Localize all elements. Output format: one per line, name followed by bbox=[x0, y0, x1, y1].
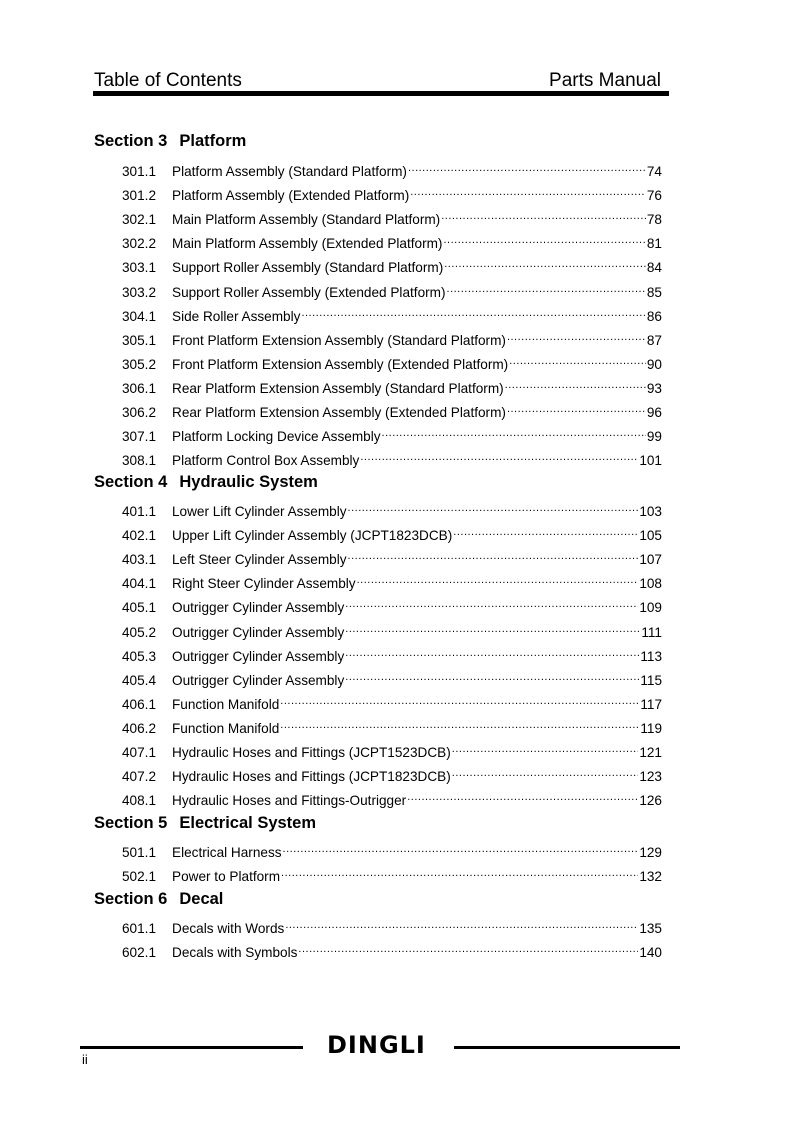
entry-number: 406.2 bbox=[122, 720, 157, 736]
toc-entry[interactable] bbox=[122, 789, 662, 807]
toc-entry[interactable] bbox=[122, 256, 662, 274]
entry-page: 85 bbox=[646, 284, 662, 300]
dot-leader bbox=[345, 596, 638, 612]
header-title: Table of Contents bbox=[94, 70, 242, 91]
dot-leader bbox=[452, 765, 639, 781]
entry-title: Platform Assembly (Standard Platform) bbox=[172, 164, 407, 179]
entry-number: 402.1 bbox=[122, 528, 157, 544]
dot-leader bbox=[345, 621, 640, 637]
section-title: Platform bbox=[179, 132, 247, 150]
entry-title: Decals with Symbols bbox=[172, 945, 298, 961]
section-heading bbox=[94, 890, 223, 909]
entry-page: 105 bbox=[639, 528, 662, 544]
toc-entry[interactable] bbox=[122, 596, 662, 614]
entry-page: 140 bbox=[639, 945, 662, 961]
entry-number: 405.4 bbox=[122, 672, 157, 688]
entry-title: Function Manifold bbox=[172, 696, 280, 712]
section-label: Section 6 bbox=[94, 890, 168, 908]
toc-entry[interactable] bbox=[122, 941, 662, 959]
entry-title: Side Roller Assembly bbox=[172, 308, 301, 324]
toc-entry[interactable] bbox=[122, 353, 662, 371]
toc-entry[interactable] bbox=[122, 184, 662, 202]
entry-number: 405.3 bbox=[122, 648, 157, 664]
entry-number: 403.1 bbox=[122, 552, 157, 568]
entry-number: 401.1 bbox=[122, 504, 157, 519]
entry-title: Support Roller Assembly (Extended Platform) bbox=[172, 284, 446, 300]
toc-entry[interactable] bbox=[122, 548, 662, 566]
dot-leader bbox=[345, 669, 639, 685]
toc-entry[interactable] bbox=[122, 524, 662, 542]
dot-leader bbox=[348, 548, 639, 564]
entry-title: Front Platform Extension Assembly (Standard Platform) bbox=[172, 332, 506, 348]
entry-number: 306.1 bbox=[122, 380, 157, 396]
entry-title: Hydraulic Hoses and Fittings (JCPT1823DCB) bbox=[172, 769, 451, 785]
toc-entry[interactable] bbox=[122, 305, 662, 323]
entry-page: 96 bbox=[646, 405, 662, 420]
entry-title: Decals with Words bbox=[172, 921, 285, 936]
entry-title: Upper Lift Cylinder Assembly (JCPT1823DCB) bbox=[172, 528, 453, 544]
dot-leader bbox=[283, 841, 639, 857]
dot-leader bbox=[444, 256, 646, 272]
dot-leader bbox=[452, 741, 639, 757]
entry-number: 305.2 bbox=[122, 356, 157, 372]
toc-entry[interactable] bbox=[122, 232, 662, 250]
entry-number: 308.1 bbox=[122, 453, 157, 469]
dot-leader bbox=[447, 281, 646, 297]
section-heading bbox=[94, 814, 316, 833]
dot-leader bbox=[509, 353, 646, 369]
toc-entry[interactable] bbox=[122, 449, 662, 467]
dot-leader bbox=[280, 717, 639, 733]
entry-title: Rear Platform Extension Assembly (Extended Platform) bbox=[172, 405, 506, 420]
entry-number: 304.1 bbox=[122, 308, 157, 324]
dot-leader bbox=[382, 425, 646, 441]
entry-page: 115 bbox=[640, 672, 662, 688]
entry-page: 101 bbox=[639, 453, 662, 469]
entry-page: 109 bbox=[639, 600, 662, 616]
entry-number: 501.1 bbox=[122, 845, 157, 860]
page-number: ii bbox=[82, 1052, 88, 1067]
entry-title: Support Roller Assembly (Standard Platform) bbox=[172, 260, 444, 276]
entry-title: Outrigger Cylinder Assembly bbox=[172, 624, 345, 640]
entry-page: 74 bbox=[646, 164, 662, 179]
entry-page: 129 bbox=[639, 845, 662, 860]
entry-title: Electrical Harness bbox=[172, 845, 282, 860]
dot-leader bbox=[357, 572, 639, 588]
entry-title: Lower Lift Cylinder Assembly bbox=[172, 504, 347, 519]
entry-number: 303.2 bbox=[122, 284, 157, 300]
entry-number: 301.2 bbox=[122, 188, 157, 204]
entry-page: 119 bbox=[640, 720, 662, 736]
dot-leader bbox=[407, 789, 638, 805]
entry-number: 306.2 bbox=[122, 405, 157, 420]
entry-number: 302.1 bbox=[122, 212, 157, 228]
dot-leader bbox=[505, 377, 646, 393]
entry-page: 93 bbox=[646, 380, 662, 396]
dot-leader bbox=[348, 500, 639, 516]
toc-entry[interactable] bbox=[122, 741, 662, 759]
toc-entry[interactable] bbox=[122, 377, 662, 395]
entry-title: Power to Platform bbox=[172, 869, 281, 885]
entry-title: Platform Locking Device Assembly bbox=[172, 429, 381, 445]
dot-leader bbox=[301, 305, 645, 321]
page-header bbox=[93, 69, 669, 97]
section-title: Electrical System bbox=[179, 814, 317, 832]
toc-entry[interactable] bbox=[122, 621, 662, 639]
entry-page: 117 bbox=[640, 696, 662, 712]
toc-entry[interactable] bbox=[122, 865, 662, 883]
toc-entry[interactable] bbox=[122, 500, 662, 518]
entry-page: 132 bbox=[639, 869, 662, 885]
toc-entry[interactable] bbox=[122, 208, 662, 226]
toc-entry[interactable] bbox=[122, 669, 662, 687]
entry-number: 407.2 bbox=[122, 769, 157, 785]
entry-number: 408.1 bbox=[122, 793, 157, 809]
entry-page: 107 bbox=[639, 552, 662, 568]
section-label: Section 4 bbox=[94, 473, 168, 491]
entry-title: Platform Control Box Assembly bbox=[172, 453, 360, 469]
entry-title: Hydraulic Hoses and Fittings-Outrigger bbox=[172, 793, 407, 809]
dingli-logo: DINGLI bbox=[327, 1031, 426, 1059]
entry-title: Outrigger Cylinder Assembly bbox=[172, 672, 345, 688]
toc-entry[interactable] bbox=[122, 281, 662, 299]
entry-title: Front Platform Extension Assembly (Extended Platform) bbox=[172, 356, 509, 372]
entry-title: Main Platform Assembly (Standard Platform) bbox=[172, 212, 441, 228]
dot-leader bbox=[408, 160, 646, 176]
entry-page: 103 bbox=[639, 504, 662, 519]
toc-entry[interactable] bbox=[122, 645, 662, 663]
dot-leader bbox=[441, 208, 646, 224]
section-heading bbox=[94, 473, 318, 492]
entry-page: 126 bbox=[639, 793, 662, 809]
entry-page: 113 bbox=[640, 648, 662, 664]
toc-entry[interactable] bbox=[122, 572, 662, 590]
entry-number: 601.1 bbox=[122, 921, 157, 936]
toc-entry[interactable] bbox=[122, 329, 662, 347]
entry-page: 86 bbox=[646, 308, 662, 324]
section-label: Section 3 bbox=[94, 132, 168, 150]
header-manual-name: Parts Manual bbox=[549, 70, 661, 91]
section-title: Hydraulic System bbox=[179, 473, 318, 491]
dot-leader bbox=[285, 917, 638, 933]
entry-title: Left Steer Cylinder Assembly bbox=[172, 552, 347, 568]
entry-number: 405.2 bbox=[122, 624, 157, 640]
section-label: Section 5 bbox=[94, 814, 168, 832]
entry-title: Platform Assembly (Extended Platform) bbox=[172, 188, 410, 204]
dot-leader bbox=[281, 865, 638, 881]
toc-entry[interactable] bbox=[122, 160, 662, 178]
dot-leader bbox=[453, 524, 638, 540]
entry-page: 78 bbox=[646, 212, 662, 228]
footer-divider-left bbox=[80, 1046, 303, 1049]
entry-title: Hydraulic Hoses and Fittings (JCPT1523DCB) bbox=[172, 745, 451, 760]
entry-title: Outrigger Cylinder Assembly bbox=[172, 648, 345, 664]
toc-entry[interactable] bbox=[122, 401, 662, 419]
entry-title: Rear Platform Extension Assembly (Standard Platform) bbox=[172, 380, 504, 396]
toc-entry[interactable] bbox=[122, 425, 662, 443]
entry-page: 87 bbox=[646, 332, 662, 348]
entry-number: 301.1 bbox=[122, 164, 157, 179]
entry-page: 111 bbox=[641, 624, 662, 640]
entry-number: 407.1 bbox=[122, 745, 157, 760]
dot-leader bbox=[410, 184, 646, 200]
entry-page: 123 bbox=[639, 769, 662, 785]
dot-leader bbox=[507, 329, 646, 345]
toc-entry[interactable] bbox=[122, 765, 662, 783]
entry-page: 84 bbox=[646, 260, 662, 276]
entry-number: 305.1 bbox=[122, 332, 157, 348]
section-heading bbox=[94, 132, 246, 151]
dot-leader bbox=[360, 449, 638, 465]
entry-number: 404.1 bbox=[122, 576, 157, 592]
entry-page: 135 bbox=[639, 921, 662, 936]
entry-title: Function Manifold bbox=[172, 720, 280, 736]
dot-leader bbox=[507, 401, 646, 417]
entry-number: 307.1 bbox=[122, 429, 157, 445]
toc-entry[interactable] bbox=[122, 693, 662, 711]
entry-number: 405.1 bbox=[122, 600, 157, 616]
entry-page: 81 bbox=[646, 236, 662, 252]
entry-page: 76 bbox=[646, 188, 662, 204]
entry-page: 99 bbox=[646, 429, 662, 445]
dot-leader bbox=[443, 232, 645, 248]
entry-number: 602.1 bbox=[122, 945, 157, 961]
header-divider bbox=[93, 91, 669, 96]
toc-entry[interactable] bbox=[122, 917, 662, 935]
entry-title: Outrigger Cylinder Assembly bbox=[172, 600, 345, 616]
entry-page: 121 bbox=[639, 745, 662, 760]
section-title: Decal bbox=[179, 890, 224, 908]
entry-number: 302.2 bbox=[122, 236, 157, 252]
entry-page: 108 bbox=[639, 576, 662, 592]
dot-leader bbox=[280, 693, 639, 709]
entry-title: Main Platform Assembly (Extended Platform) bbox=[172, 236, 443, 252]
entry-number: 502.1 bbox=[122, 869, 157, 885]
toc-entry[interactable] bbox=[122, 717, 662, 735]
entry-title: Right Steer Cylinder Assembly bbox=[172, 576, 356, 592]
footer-divider-right bbox=[454, 1046, 680, 1049]
entry-number: 303.1 bbox=[122, 260, 157, 276]
entry-number: 406.1 bbox=[122, 696, 157, 712]
dot-leader bbox=[345, 645, 639, 661]
dot-leader bbox=[298, 941, 638, 957]
entry-page: 90 bbox=[646, 356, 662, 372]
toc-entry[interactable] bbox=[122, 841, 662, 859]
